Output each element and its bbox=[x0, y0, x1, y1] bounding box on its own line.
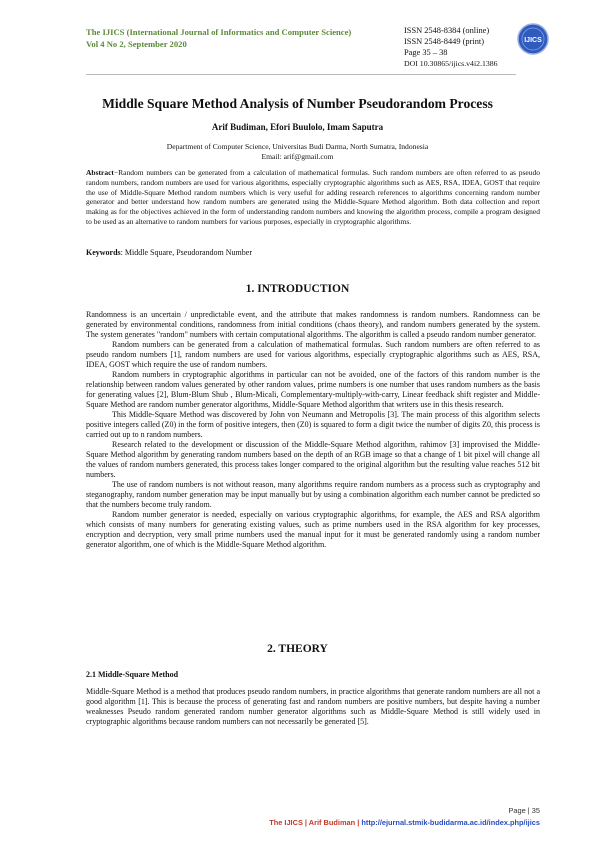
journal-name: The IJICS (International Journal of Informatics and Computer Science) bbox=[86, 27, 352, 37]
doi: DOI 10.30865/ijics.v4i2.1386 bbox=[404, 59, 498, 68]
page-range: Page 35 – 38 bbox=[404, 48, 448, 57]
intro-paragraph: Randomness is an uncertain / unpredictable event, and the attribute that makes randomness is random numbers. Randomness can be generated by environmental conditions, randomness from initial conditions (chaos theory), and random numbers generated by the system. The system generates "random" numbers with certain computational algorithms. The algorithm is called a pseudo random number generator. bbox=[86, 310, 540, 339]
journal-header bbox=[86, 26, 351, 50]
abstract-text: −Random numbers can be generated from a calculation of mathematical formulas. Such random numbers are often referred to as pseudo random numbers, random numbers are used for various algorithms, especially cryptographic algorithms such as AES, RSA, IDEA, GOST that require the use of Middle-Square Method random numbers which is very useful for adding research references to algorithms concerning random number generator and better understand how random numbers are generated using the Middle-Square Method algorithm. Both data collection and report making as for the objectives achieved in the form of understanding random numbers and knowing the algorithm process, compile a program designed to be used as an alternative to random numbers for various purposes, especially in cryptographic algorithms. bbox=[86, 168, 540, 226]
keywords-label: Keywords bbox=[86, 248, 121, 257]
footer-page-number: Page | 35 bbox=[508, 806, 540, 815]
page-footer bbox=[250, 806, 540, 827]
theory-paragraph: Middle-Square Method is a method that produces pseudo random numbers, in practice algorithms that generate random numbers are all not a good algorithm [1]. This is because the process of generating fast and random numbers are positive numbers, but despite having a number weaknesses Pseudo random generated random number generator algorithms such as Middle-Square Method is still widely used in cryptographic algorithms because random numbers can not necessarily be generated [5]. bbox=[86, 687, 540, 726]
keywords-text: : Middle Square, Pseudorandom Number bbox=[120, 248, 252, 257]
logo-text: IJICS bbox=[524, 37, 542, 44]
abstract-label: Abstract bbox=[86, 168, 114, 177]
intro-paragraph: The use of random numbers is not without reason, many algorithms require random numbers as a process such as cryptography and steganography, random number generation may be input manually but by using a combination algorithm each number cannot be predicted so that the numbers become truly random. bbox=[86, 480, 540, 509]
theory-body bbox=[86, 687, 540, 727]
introduction-body bbox=[86, 310, 540, 550]
intro-paragraph: Random numbers in cryptographic algorithms in particular can not be avoided, one of the factors of this random number is the relationship between random values generated by other random values, prime numbers is one number that uses random numbers as the basis for generating values [2], Blum-Blum Shub , Blum-Micali, Complementary-multiply-with-carry, Linear feedback shift register and Middle-Square Method are random number generator algorithms, Middle-Square Method algorithm that writers use in this thesis research. bbox=[86, 370, 540, 409]
footer-url-link[interactable]: http://ejurnal.stmik-budidarma.ac.id/index.php/ijics bbox=[361, 818, 540, 827]
issn-block bbox=[404, 25, 498, 69]
journal-volume: Vol 4 No 2, September 2020 bbox=[86, 39, 187, 49]
issn-online: ISSN 2548-8384 (online) bbox=[404, 26, 490, 35]
intro-paragraph: This Middle-Square Method was discovered by John von Neumann and Metropolis [3]. The main process of this algorithm selects positive integers called (Z0) in the form of positive integers, then (Z0) is squared to form a digit twice the number of digits Z0, this process is carried out up to n random numbers. bbox=[86, 410, 540, 439]
paper-title: Middle Square Method Analysis of Number Pseudorandom Process bbox=[102, 96, 493, 111]
section-heading-theory: 2. THEORY bbox=[267, 643, 328, 655]
section-heading-introduction: 1. INTRODUCTION bbox=[245, 283, 350, 295]
paper-authors: Arif Budiman, Efori Buulolo, Imam Saputra bbox=[211, 122, 384, 132]
footer-journal: The IJICS | Arif Budiman | bbox=[269, 818, 362, 827]
issn-print: ISSN 2548-8449 (print) bbox=[404, 37, 485, 46]
footer-citation bbox=[250, 818, 540, 827]
intro-paragraph: Random numbers can be generated from a calculation of mathematical formulas. Such random numbers are often referred to as pseudo random numbers [1], random numbers are used for various algorithms, especially cryptographic algorithms such as AES, RSA, IDEA, GOST which require the use of random numbers. bbox=[86, 340, 540, 369]
keywords bbox=[86, 248, 540, 257]
subsection-heading: 2.1 Middle-Square Method bbox=[86, 670, 179, 679]
intro-paragraph: Random number generator is needed, especially on various cryptographic algorithms, for example, the AES and RSA algorithm which consists of many numbers for generating existing values, such as prime numbers used in the RSA algorithm for key processes, encryption and decryption, very small prime numbers used the manual input for it must be generated randomly using a random number generator algorithm, one of which is the Middle-Square Method algorithm. bbox=[86, 510, 540, 549]
header-divider bbox=[86, 74, 516, 75]
intro-paragraph: Research related to the development or discussion of the Middle-Square Method algorithm, rahimov [3] improvised the Middle-Square Method algorithm by generating random numbers based on the depth of an RGB image so that a change of 1 bit pixel will change all the values of random numbers generated, this process takes longer compared to the original algorithm but the resulting value reaches 512 bit numbers. bbox=[86, 440, 540, 479]
email: Email: arif@gmail.com bbox=[261, 152, 334, 161]
journal-logo bbox=[517, 23, 549, 55]
affiliation-block bbox=[40, 142, 555, 162]
abstract bbox=[86, 168, 540, 227]
affiliation: Department of Computer Science, Universitas Budi Darma, North Sumatra, Indonesia bbox=[166, 142, 429, 151]
